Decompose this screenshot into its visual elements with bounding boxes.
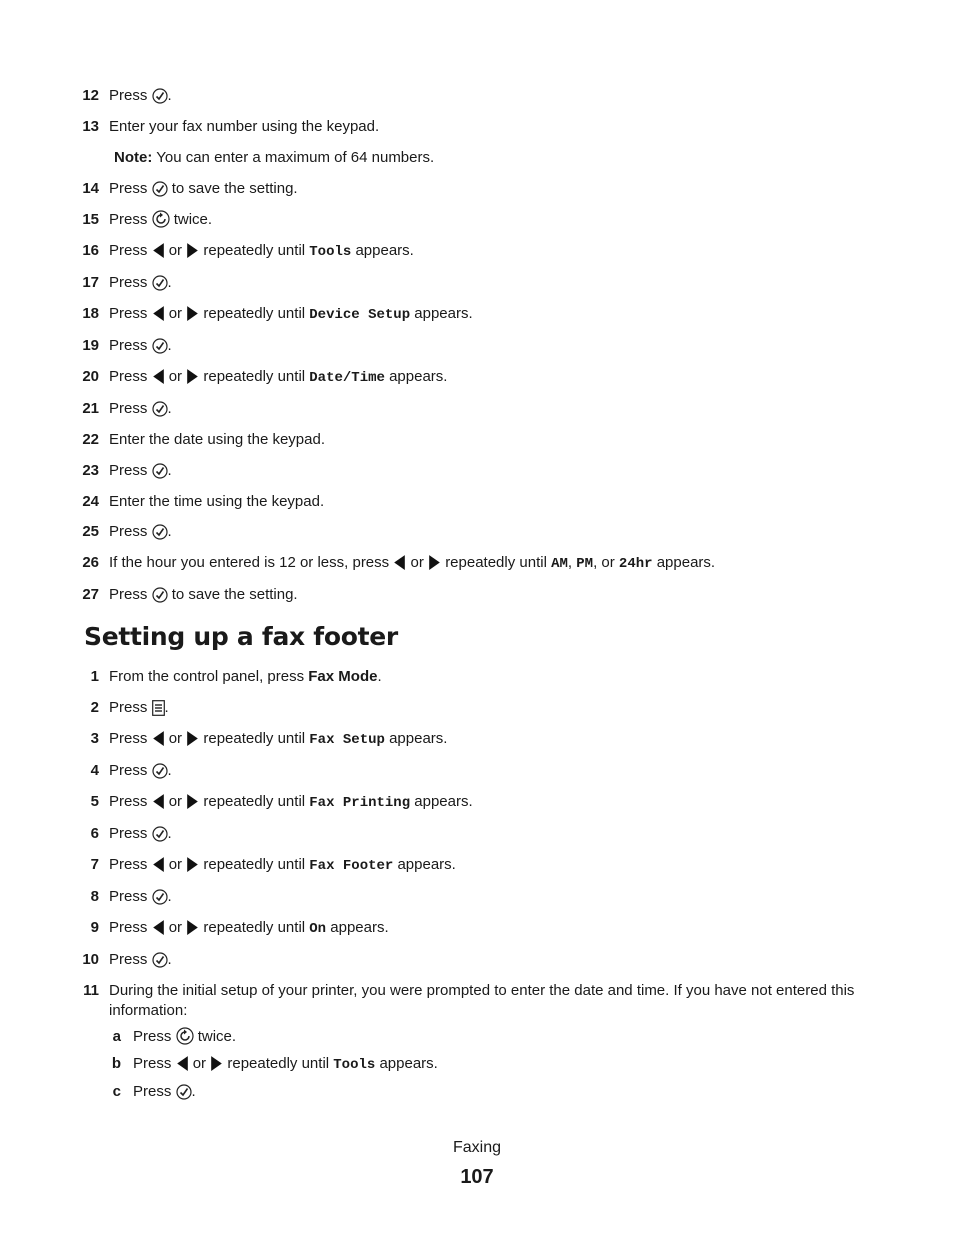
right-arrow-icon (428, 554, 441, 571)
step-text: Enter your fax number using the keypad. (109, 118, 380, 135)
left-arrow-icon (176, 1055, 189, 1072)
step-text: twice. (197, 1028, 237, 1045)
step-text: From the control panel, press (109, 668, 305, 685)
menu-option: 24hr (618, 556, 653, 572)
step-text: . (167, 337, 172, 354)
step-text: Press (109, 87, 148, 104)
step-text: to save the setting. (171, 586, 298, 603)
select-check-icon (152, 88, 168, 104)
step-text: or (168, 856, 183, 873)
step-text: . (167, 762, 172, 779)
step-number: 7 (90, 856, 99, 873)
note-text: You can enter a maximum of 64 numbers. (156, 149, 435, 166)
step-text: If the hour you entered is 12 or less, press (109, 554, 390, 571)
menu-option: On (309, 921, 327, 937)
step-text: During the initial setup of your printer, you were prompted to enter the date and time. If you have not entered this information: (109, 982, 855, 1019)
select-check-icon (152, 181, 168, 197)
step-text: appears. (656, 554, 716, 571)
select-check-icon (176, 1084, 192, 1100)
step-number: 13 (82, 118, 99, 135)
step-text: repeatedly until (203, 856, 306, 873)
step-text: or (168, 368, 183, 385)
step-text: appears. (389, 730, 448, 747)
step-text: Press (109, 180, 148, 197)
step-text: to save the setting. (171, 180, 298, 197)
step-text: . (167, 462, 172, 479)
step-number: 18 (82, 305, 99, 322)
menu-option: AM (551, 556, 568, 572)
step-number: 3 (90, 730, 99, 747)
select-check-icon (152, 763, 168, 779)
step-text: appears. (414, 305, 473, 322)
select-check-icon (152, 338, 168, 354)
step-number: 27 (82, 586, 99, 603)
step-number: 25 (82, 523, 99, 540)
step-number: 17 (82, 274, 99, 291)
step-number: 14 (82, 180, 99, 197)
select-check-icon (152, 826, 168, 842)
step-text: appears. (330, 919, 389, 936)
step-text: repeatedly until (203, 305, 306, 322)
step-number: 12 (82, 87, 99, 104)
step-number: 6 (90, 825, 99, 842)
section-title: Setting up a fax footer (84, 622, 398, 651)
menu-icon (152, 700, 165, 716)
step-text: or (168, 919, 183, 936)
footer-chapter-label: Faxing (452, 1139, 502, 1156)
step-text: repeatedly until (203, 793, 306, 810)
step-text: or (168, 242, 183, 259)
step-number: 1 (90, 668, 99, 685)
step-number: 26 (82, 554, 99, 571)
step-text: repeatedly until (203, 919, 306, 936)
step-text: . (167, 951, 172, 968)
right-arrow-icon (186, 730, 199, 747)
step-text: repeatedly until (203, 368, 306, 385)
menu-option: Tools (309, 244, 352, 260)
substep-letter: b (111, 1055, 121, 1072)
back-arrow-icon (152, 210, 170, 228)
step-text: Press (109, 523, 148, 540)
right-arrow-icon (186, 305, 199, 322)
left-arrow-icon (393, 554, 406, 571)
menu-option: Fax Printing (309, 795, 411, 811)
step-text: or (168, 793, 183, 810)
step-text: or (168, 305, 183, 322)
step-text: Press (109, 730, 148, 747)
right-arrow-icon (186, 856, 199, 873)
left-arrow-icon (152, 305, 165, 322)
step-text: . (167, 87, 172, 104)
step-text: appears. (414, 793, 473, 810)
step-number: 15 (82, 211, 99, 228)
step-text: Press (109, 856, 148, 873)
step-text: . (377, 668, 382, 685)
step-text: Press (109, 793, 148, 810)
step-text: twice. (173, 211, 213, 228)
left-arrow-icon (152, 242, 165, 259)
step-text: . (167, 274, 172, 291)
step-number: 24 (82, 493, 99, 510)
step-text: Press (133, 1083, 172, 1100)
step-text: Press (133, 1055, 172, 1072)
step-number: 20 (82, 368, 99, 385)
step-text: Press (109, 586, 148, 603)
step-text: . (167, 523, 172, 540)
step-number: 22 (82, 431, 99, 448)
step-text: Press (109, 400, 148, 417)
step-text: Press (109, 951, 148, 968)
menu-option: Device Setup (309, 307, 411, 323)
select-check-icon (152, 952, 168, 968)
left-arrow-icon (152, 793, 165, 810)
page-number: 107 (460, 1166, 494, 1188)
step-number: 11 (83, 982, 99, 999)
select-check-icon (152, 524, 168, 540)
step-text: . (191, 1083, 196, 1100)
right-arrow-icon (186, 919, 199, 936)
right-arrow-icon (186, 242, 199, 259)
step-number: 5 (90, 793, 99, 810)
step-number: 19 (82, 337, 99, 354)
step-text: . (167, 888, 172, 905)
left-arrow-icon (152, 856, 165, 873)
left-arrow-icon (152, 919, 165, 936)
menu-option: Fax Footer (309, 858, 394, 874)
note-label: Note: (114, 149, 153, 166)
step-text: Enter the date using the keypad. (109, 431, 325, 448)
step-text: Press (109, 305, 148, 322)
step-text: Press (109, 242, 148, 259)
step-text: repeatedly until (445, 554, 547, 571)
step-text: appears. (355, 242, 414, 259)
right-arrow-icon (210, 1055, 223, 1072)
substep-letter: a (112, 1028, 121, 1045)
button-name: Fax Mode (308, 668, 378, 685)
right-arrow-icon (186, 793, 199, 810)
step-text: or (192, 1055, 207, 1072)
menu-option: Tools (333, 1057, 376, 1073)
step-text: repeatedly until (203, 242, 306, 259)
step-text: appears. (389, 368, 448, 385)
select-check-icon (152, 275, 168, 291)
step-text: or (410, 554, 424, 571)
menu-option: Date/Time (309, 370, 385, 386)
step-text: Press (109, 337, 148, 354)
select-check-icon (152, 463, 168, 479)
left-arrow-icon (152, 730, 165, 747)
step-number: 4 (90, 762, 99, 779)
step-text: Press (109, 762, 148, 779)
step-text: or (168, 730, 183, 747)
back-arrow-icon (176, 1027, 194, 1045)
step-text: repeatedly until (203, 730, 306, 747)
step-number: 2 (90, 699, 99, 716)
step-number: 8 (90, 888, 99, 905)
select-check-icon (152, 587, 168, 603)
step-number: 9 (90, 919, 99, 936)
select-check-icon (152, 401, 168, 417)
step-text: Press (109, 888, 148, 905)
step-text: Press (109, 699, 148, 716)
step-text: Press (109, 368, 148, 385)
step-text: . (167, 400, 172, 417)
step-number: 10 (82, 951, 99, 968)
step-number: 23 (82, 462, 99, 479)
step-text: Press (109, 211, 148, 228)
left-arrow-icon (152, 368, 165, 385)
step-text: Enter the time using the keypad. (109, 493, 325, 510)
menu-option: Fax Setup (309, 732, 385, 748)
step-text: appears. (397, 856, 456, 873)
step-text: . (164, 699, 169, 716)
select-check-icon (152, 889, 168, 905)
menu-option: PM (576, 556, 594, 572)
right-arrow-icon (186, 368, 199, 385)
step-text: appears. (379, 1055, 438, 1072)
step-number: 21 (82, 400, 99, 417)
step-text: , or (593, 554, 615, 571)
step-text: . (167, 825, 172, 842)
step-text: Press (109, 919, 148, 936)
step-text: Press (109, 825, 148, 842)
step-text: Press (109, 274, 148, 291)
step-text: repeatedly until (227, 1055, 330, 1072)
step-text: Press (133, 1028, 172, 1045)
step-number: 16 (82, 242, 99, 259)
step-text: , (567, 554, 573, 571)
substep-letter: c (112, 1083, 121, 1100)
step-text: Press (109, 462, 148, 479)
